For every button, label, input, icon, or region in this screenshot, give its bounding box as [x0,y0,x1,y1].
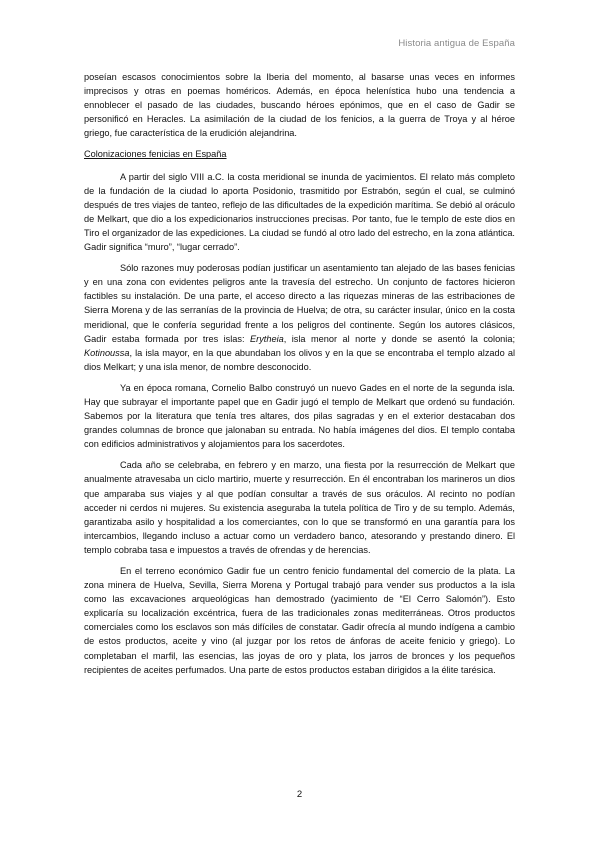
island-name-kotinoussa: Kotinoussa [84,347,130,358]
paragraph-roman-era: Ya en época romana, Cornelio Balbo construyó un nuevo Gades en el norte de la segunda isla. Hay que subrayar el importante papel que en Gadir jugó el templo de Melkart que ordenó su fundación. Sabemos por la literatura que tenía tres altares, dos pilas sagradas y en el exterior destacaban dos grandes columnas de bronce que jalonaban su entrada. No había imágenes del dios. El templo contaba con edificios administrativos y alojamientos para los sacerdotes. [84,382,515,450]
island-name-erytheia: Erytheia [250,333,284,344]
running-header: Historia antigua de España [398,38,515,49]
paragraph-melkart-festival: Cada año se celebraba, en febrero y en marzo, una fiesta por la resurrección de Melkart que anualmente atravesaba un ciclo martirio, muerte y resurrección. En él encontraban los marineros un dios que amparaba sus viajes y al que podían consultar a través de sus oráculos. Al recinto no podían acceder ni cerdos ni mujeres. Su existencia aseguraba la tutela política de Tiro y de su templo. Además, garantizaba asilo y hospitalidad a los comerciantes, con lo que se transformó en una garantía para los intercambios, llegando incluso a actuar como un verdadero banco, atesorando y prestando dinero. El templo cobraba tasa e impuestos a través de ofrendas y de herencias. [84,460,515,555]
paragraph-continuation: poseían escasos conocimientos sobre la Iberia del momento, al basarse unas veces en informes imprecisos y otras en poemas homéricos. Además, en época helenística hubo una tendencia a ennoblecer el pasado de las ciudades, buscando héroes epónimos, que en el caso de Gadir se personificó en Heracles. La asimilación de la ciudad de los fenicios, a la guerra de Troya y al héroe griego, fue característica de la erudición alejandrina. [84,72,515,139]
section-heading: Colonizaciones fenicias en España [84,149,227,160]
paragraph-economy: En el terreno económico Gadir fue un centro fenicio fundamental del comercio de la plata. La zona minera de Huelva, Sevilla, Sierra Morena y Portugal trabajó para vender sus productos a la isla como las excavaciones arqueológicas han demostrado (yacimiento de “El Cerro Salomón”). Esto explicaría su localización excéntrica, fuera de las tradicionales zonas mediterráneas. Otros productos comerciales como los esclavos son más difíciles de constatar. Gadir ofrecía al mundo indígena a cambio de estos productos, aceite y vino (al juzgar por los retos de ánforas de aceite fenicio y griego). Lo completaban el marfil, las esencias, las joyas de oro y plata, los jarros de bronces y los pequeños recipientes de aceites perfumados. Una parte de estos productos estaban dirigidos a la élite tarésica. [84,566,515,675]
island1-text: , isla menor al norte y donde se asentó la colonia; [283,333,515,344]
islands-intro-text: Sólo razones muy poderosas podían justificar un asentamiento tan alejado de las bases fenicias y en una zona con evidentes peligros ante la travesía del estrecho. Un conjunto de factores hicieron factibles su instalación. De una parte, el acceso directo a las riquezas mineras de las estribaciones de Sierra Morena y de las serranías de la provincia de Huelva; de otra, su carácter insular, único en la costa meridional, que le confería seguridad frente a los peligros del continente. Según los autores clásicos, Gadir estaba formada por tres islas: [84,263,515,344]
paragraph-islands [84,261,515,374]
document-body [84,70,515,684]
paragraph-foundation: A partir del siglo VIII a.C. la costa meridional se inunda de yacimientos. El relato más completo de la fundación de la ciudad lo aporta Posidonio, trasmitido por Estrabón, según el cual, se culminó después de tres viajes de tanteo, reflejo de las dificultades de la expedición marítima. Se debió al oráculo de Melkart, que dio a los expedicionarios instrucciones precisas. Por tanto, fue le templo de este dios en Tiro el organizador de las expediciones. La ciudad se fundó al otro lado del estrecho, en la zona atlántica. Gadir significa “muro”, “lugar cerrado”. [84,171,515,253]
page-number: 2 [296,789,303,800]
island2-text: , la isla mayor, en la que abundaban los olivos y en la que se encontraba el templo alzado al dios Melkart; y una isla menor, de nombre desconocido. [84,347,515,372]
